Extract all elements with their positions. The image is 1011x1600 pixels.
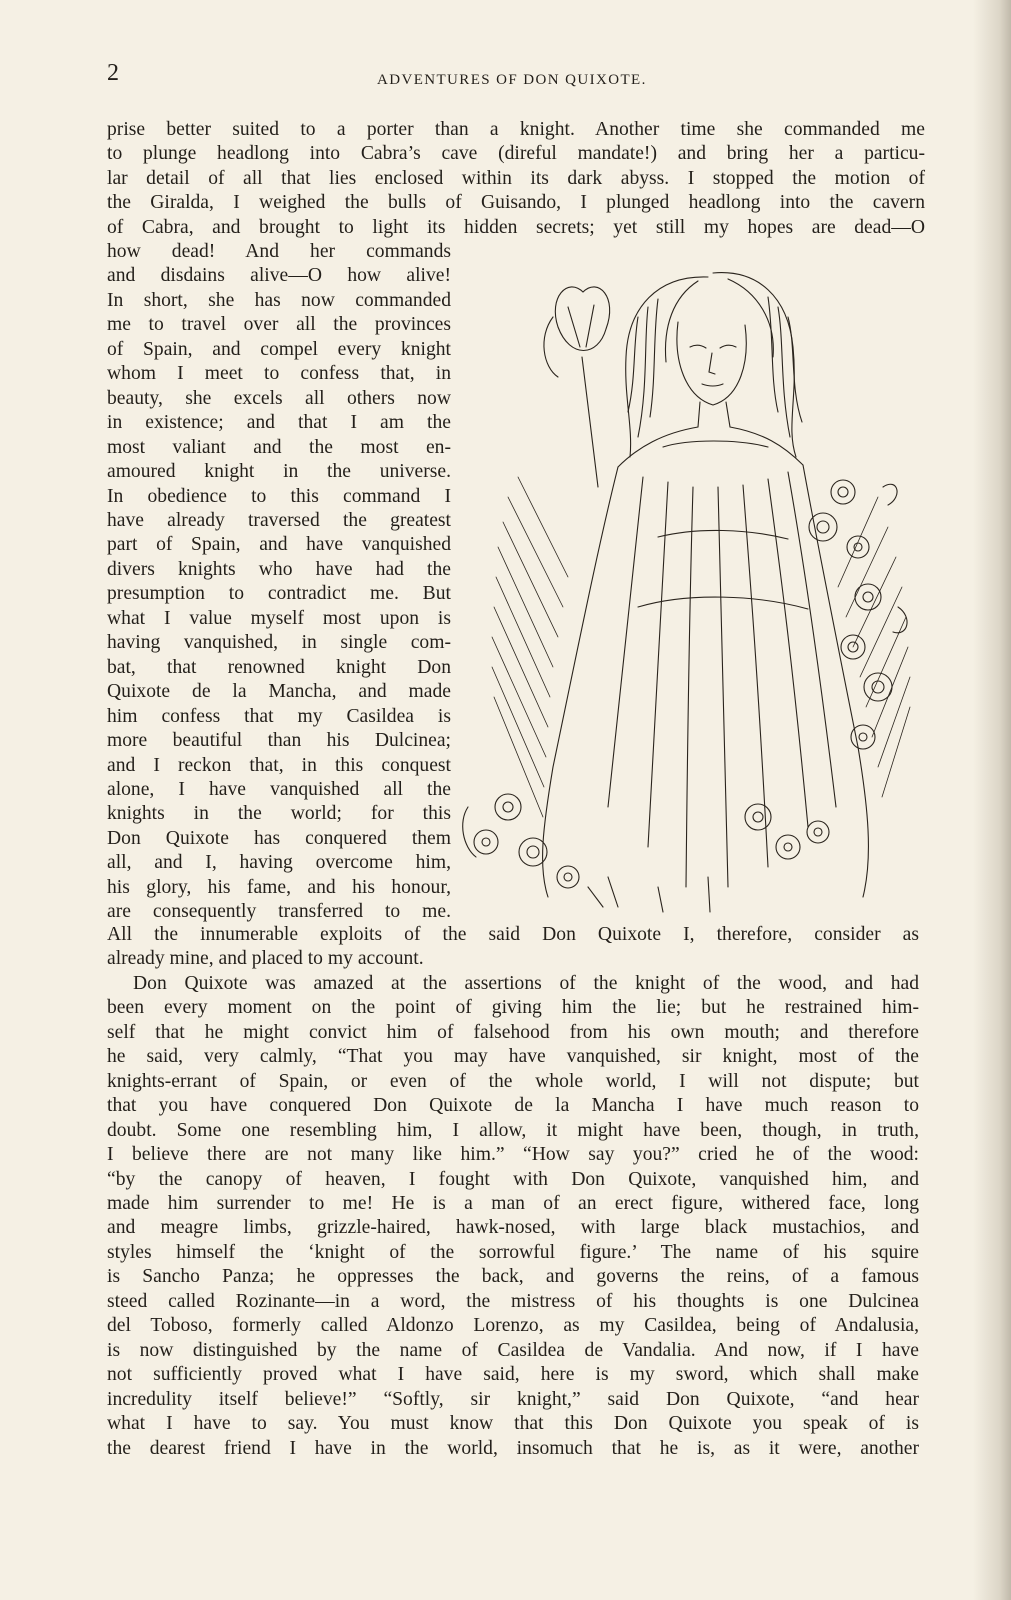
raised-flower <box>544 287 610 487</box>
page-header <box>107 60 907 100</box>
text-line: to plunge headlong into Cabra’s cave (direful mandate!) and bring her a particu- <box>107 143 925 165</box>
text-line: been every moment on the point of giving him the lie; but he restrained him- <box>107 997 919 1019</box>
text-line: what I value myself most upon is <box>107 607 451 629</box>
text-line: and meagre limbs, grizzle-haired, hawk-nosed, with large black mustachios, and <box>107 1217 919 1239</box>
shoulders <box>618 402 803 467</box>
text-line: his glory, his fame, and his honour, <box>107 876 451 898</box>
text-line: most valiant and the most en- <box>107 436 451 458</box>
text-line: beauty, she excels all others now <box>107 387 451 409</box>
text-line: is Sancho Panza; he oppresses the back, and governs the reins, of a famous <box>107 1266 919 1288</box>
text-line: what I have to say. You must know that this Don Quixote you speak of is <box>107 1413 919 1435</box>
text-line: knights in the world; for this <box>107 803 451 825</box>
text-line: of Spain, and compel every knight <box>107 338 451 360</box>
text-line: Don Quixote was amazed at the assertions of the knight of the wood, and had <box>133 972 919 994</box>
text-line: have already traversed the greatest <box>107 509 451 531</box>
side-text-block <box>107 240 451 925</box>
top-text-block <box>107 118 925 240</box>
hair-mass <box>626 273 802 457</box>
text-line: prise better suited to a porter than a knight. Another time she commanded me <box>107 119 925 140</box>
text-line: knights-errant of Spain, or even of the whole world, I will not dispute; but <box>107 1070 919 1092</box>
bottom-text-block <box>107 923 919 1461</box>
text-line: alone, I have vanquished all the <box>107 778 451 800</box>
text-line: incredulity itself believe!” “Softly, sir knight,” said Don Quixote, “and hear <box>107 1388 919 1410</box>
text-line: that you have conquered Don Quixote de la Mancha I have much reason to <box>107 1095 919 1117</box>
text-line: part of Spain, and have vanquished <box>107 534 451 556</box>
text-line: not sufficiently proved what I have said, here is my sword, which shall make <box>107 1364 919 1386</box>
text-line: me to travel over all the provinces <box>107 314 451 336</box>
text-line: and disdains alive—O how alive! <box>107 265 451 287</box>
flower-cluster-bottom <box>463 794 829 912</box>
text-line: more beautiful than his Dulcinea; <box>107 730 451 752</box>
text-line: divers knights who have had the <box>107 558 451 580</box>
text-line: presumption to contradict me. But <box>107 583 451 605</box>
text-line: are consequently transferred to me. <box>107 901 451 923</box>
text-line: steed called Rozinante—in a word, the mistress of his thoughts is one Dulcinea <box>107 1290 919 1312</box>
engraving-illustration <box>458 247 918 919</box>
text-line: all, and I, having overcome him, <box>107 852 451 874</box>
page-number: 2 <box>107 60 119 86</box>
text-line: lar detail of all that lies enclosed within its dark abyss. I stopped the motion of <box>107 167 925 189</box>
text-line: bat, that renowned knight Don <box>107 656 451 678</box>
text-line: “by the canopy of heaven, I fought with Don Quixote, vanquished him, and <box>107 1168 919 1190</box>
text-line: the dearest friend I have in the world, insomuch that he is, as it were, another <box>107 1437 919 1459</box>
text-line: is now distinguished by the name of Casildea de Vandalia. And now, if I have <box>107 1339 919 1361</box>
text-line: already mine, and placed to my account. <box>107 948 424 970</box>
text-line: All the innumerable exploits of the said Don Quixote I, therefore, consider as <box>107 924 919 945</box>
text-line: doubt. Some one resembling him, I allow, it might have been, though, in truth, <box>107 1119 919 1141</box>
running-head: ADVENTURES OF DON QUIXOTE. <box>377 72 647 88</box>
text-line: Don Quixote has conquered them <box>107 827 451 849</box>
text-line: del Toboso, formerly called Aldonzo Lorenzo, as my Casildea, being of Andalusia, <box>107 1315 919 1337</box>
page-edge-shadow <box>973 0 1011 1600</box>
text-line: styles himself the ‘knight of the sorrowful figure.’ The name of his squire <box>107 1241 919 1263</box>
text-line: In obedience to this command I <box>107 485 451 507</box>
text-line: him confess that my Casildea is <box>107 705 451 727</box>
text-line: in existence; and that I am the <box>107 412 451 434</box>
text-line: made him surrender to me! He is a man of an erect figure, withered face, long <box>107 1192 919 1214</box>
shading-hatch <box>492 477 910 817</box>
text-line: self that he might convict him of falsehood from his own mouth; and therefore <box>107 1021 919 1043</box>
text-line: whom I meet to confess that, in <box>107 363 451 385</box>
text-line: amoured knight in the universe. <box>107 461 451 483</box>
dress <box>543 465 869 897</box>
text-line: of Cabra, and brought to light its hidden secrets; yet still my hopes are dead—O <box>107 216 925 238</box>
face <box>677 322 746 405</box>
text-line: he said, very calmly, “That you may have vanquished, sir knight, most of the <box>107 1046 919 1068</box>
text-line: having vanquished, in single com- <box>107 632 451 654</box>
text-line: In short, she has now commanded <box>107 289 451 311</box>
text-line: Quixote de la Mancha, and made <box>107 681 451 703</box>
text-line: the Giralda, I weighed the bulls of Guisando, I plunged headlong into the cavern <box>107 192 925 214</box>
text-line: and I reckon that, in this conquest <box>107 754 451 776</box>
text-line: I believe there are not many like him.” “How say you?” cried he of the wood: <box>107 1144 919 1166</box>
text-line: how dead! And her commands <box>107 241 451 262</box>
